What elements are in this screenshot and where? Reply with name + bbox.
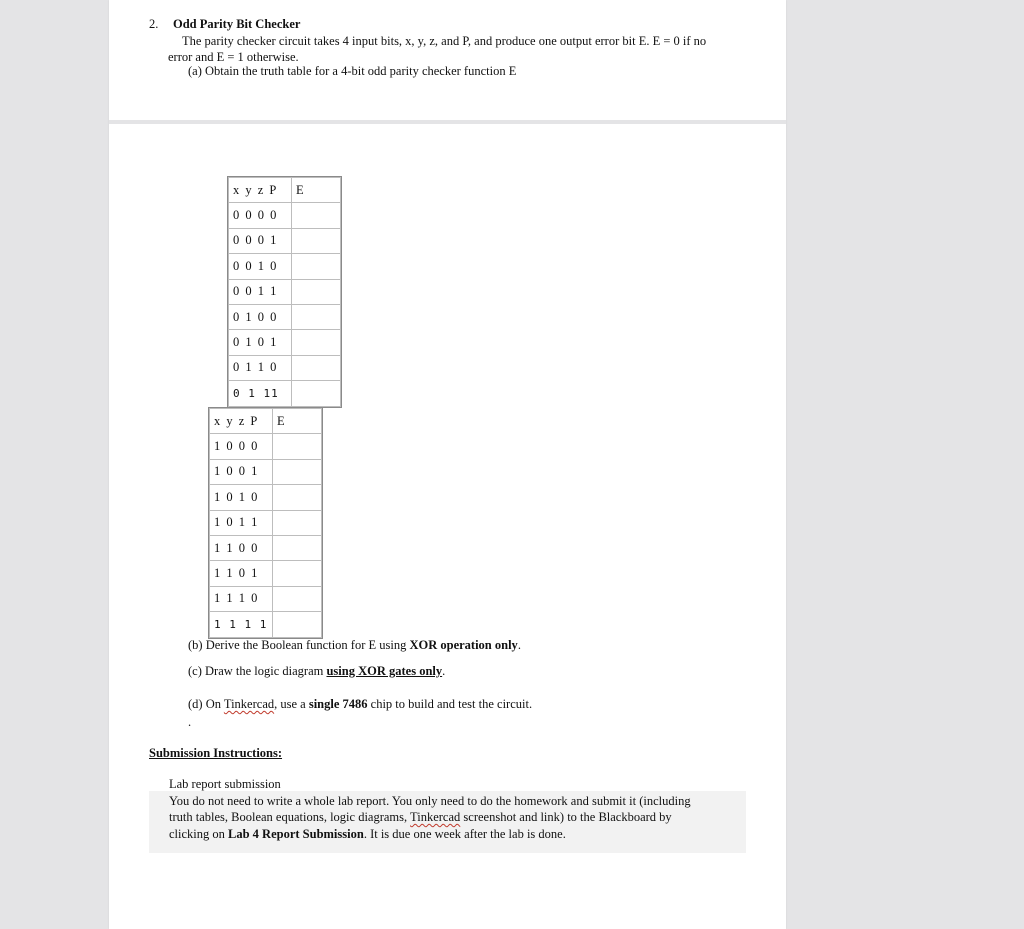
submission-line2-prefix: truth tables, Boolean equations, logic diagrams, [169, 810, 411, 824]
input-bits-cell: 0 1 1 0 [229, 355, 292, 380]
part-d-middle: , use a [274, 697, 309, 711]
truth-table-2 [209, 408, 322, 638]
bullet-dot: . [188, 715, 192, 729]
output-e-cell[interactable] [273, 510, 322, 535]
input-bits-cell: 1 0 1 0 [210, 485, 273, 510]
submission-line2-suffix: screenshot and link) to the Blackboard by [460, 810, 672, 824]
submission-line3-prefix: clicking on [169, 827, 229, 841]
table-row [210, 510, 322, 535]
table-row [229, 203, 341, 228]
input-bits-cell: 1 1 1 1 [210, 612, 273, 637]
input-bits-cell: 1 0 1 1 [210, 510, 273, 535]
part-b-bold: XOR operation only [409, 638, 518, 652]
problem-description-line2: error and E = 1 otherwise. [168, 50, 299, 64]
input-bits-cell: 0 0 0 0 [229, 203, 292, 228]
input-bits-cell: 1 1 1 0 [210, 586, 273, 611]
output-e-cell[interactable] [292, 381, 341, 406]
submission-line3-bold: Lab 4 Report Submission [228, 827, 364, 841]
part-b-text [188, 637, 521, 653]
input-bits-cell: 1 0 0 1 [210, 459, 273, 484]
part-c-text [188, 663, 445, 679]
part-b-suffix: . [517, 638, 521, 652]
problem-number: 2. [149, 17, 159, 31]
page-break [109, 120, 786, 124]
input-bits-cell: 0 1 0 0 [229, 304, 292, 329]
part-d-suffix: chip to build and test the circuit. [367, 697, 533, 711]
table-row [229, 381, 341, 406]
part-d-tool: Tinkercad [223, 697, 275, 711]
header-inputs: x y z P [210, 409, 273, 434]
input-bits-cell: 0 1 0 1 [229, 330, 292, 355]
part-d-text [188, 696, 532, 712]
header-output: E [273, 409, 322, 434]
output-e-cell[interactable] [273, 586, 322, 611]
table-row [229, 330, 341, 355]
output-e-cell[interactable] [292, 279, 341, 304]
submission-heading: Submission Instructions: [149, 746, 283, 760]
part-a-text: (a) Obtain the truth table for a 4-bit odd parity checker function E [188, 64, 517, 78]
part-c-prefix: (c) Draw the logic diagram [188, 664, 327, 678]
table-row [229, 304, 341, 329]
header-inputs: x y z P [229, 178, 292, 203]
output-e-cell[interactable] [273, 485, 322, 510]
header-output: E [292, 178, 341, 203]
truth-table-1 [228, 177, 341, 407]
submission-line3-suffix: . It is due one week after the lab is done. [363, 827, 566, 841]
output-e-cell[interactable] [292, 203, 341, 228]
submission-line2 [169, 809, 672, 825]
submission-subheading: Lab report submission [169, 777, 281, 791]
table-row [210, 485, 322, 510]
table-row [229, 254, 341, 279]
table-row [210, 434, 322, 459]
table-row [210, 561, 322, 586]
input-bits-cell: 1 1 0 0 [210, 535, 273, 560]
table-header-row [229, 178, 341, 203]
output-e-cell[interactable] [292, 330, 341, 355]
problem-description-line1: The parity checker circuit takes 4 input bits, x, y, z, and P, and produce one output error bit E. E = 0 if no [182, 34, 707, 48]
part-c-bold: using XOR gates only [326, 664, 443, 678]
table-row [229, 279, 341, 304]
table-row [210, 586, 322, 611]
problem-title: Odd Parity Bit Checker [173, 17, 301, 31]
output-e-cell[interactable] [273, 535, 322, 560]
submission-line2-tool: Tinkercad [410, 810, 461, 824]
output-e-cell[interactable] [292, 355, 341, 380]
output-e-cell[interactable] [292, 228, 341, 253]
part-d-prefix: (d) On [188, 697, 224, 711]
table-row [229, 228, 341, 253]
submission-line3 [169, 826, 566, 842]
table-row [210, 535, 322, 560]
input-bits-cell: 0 1 11 [229, 381, 292, 406]
output-e-cell[interactable] [273, 459, 322, 484]
input-bits-cell: 0 0 0 1 [229, 228, 292, 253]
submission-line1: You do not need to write a whole lab report. You only need to do the homework and submit it (including [169, 794, 691, 808]
table-row [229, 355, 341, 380]
table-row [210, 459, 322, 484]
table-row [210, 612, 322, 637]
part-d-bold: single 7486 [308, 697, 368, 711]
table-header-row [210, 409, 322, 434]
output-e-cell[interactable] [273, 612, 322, 637]
input-bits-cell: 0 0 1 0 [229, 254, 292, 279]
part-b-prefix: (b) Derive the Boolean function for E using [188, 638, 410, 652]
output-e-cell[interactable] [292, 304, 341, 329]
output-e-cell[interactable] [292, 254, 341, 279]
part-c-suffix: . [442, 664, 446, 678]
input-bits-cell: 0 0 1 1 [229, 279, 292, 304]
input-bits-cell: 1 1 0 1 [210, 561, 273, 586]
output-e-cell[interactable] [273, 434, 322, 459]
output-e-cell[interactable] [273, 561, 322, 586]
input-bits-cell: 1 0 0 0 [210, 434, 273, 459]
